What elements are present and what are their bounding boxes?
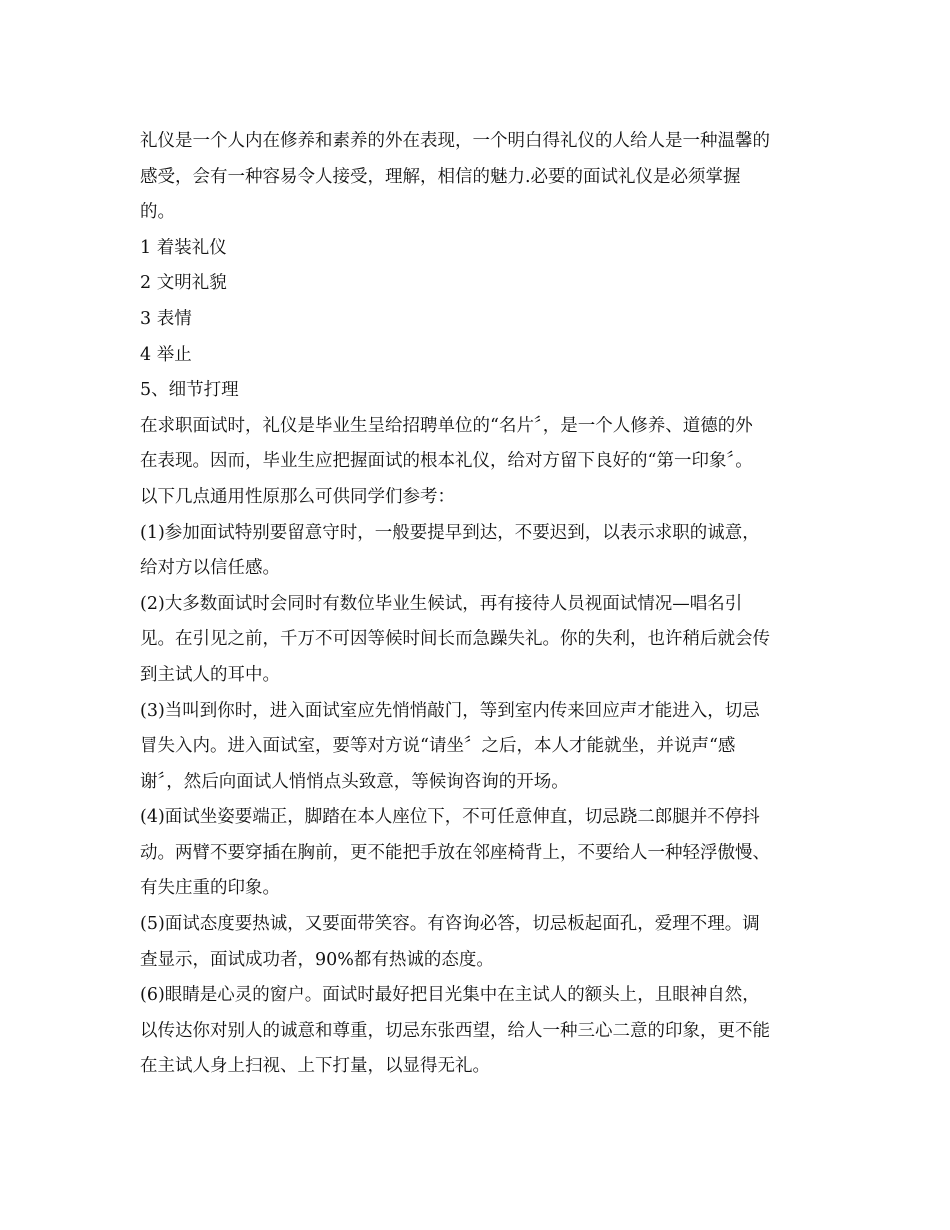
text-line: 以下几点通用性原那么可供同学们参考： <box>140 486 455 507</box>
text-line: 见。在引见之前，千万不可因等候时间长而急躁失礼。你的失利，也许稍后就会传 <box>140 629 770 650</box>
list-item: 4 举止 <box>140 344 192 365</box>
text-line: 到主试人的耳中。 <box>140 664 280 685</box>
text-line: 在表现。因而，毕业生应把握面试的根本礼仪，给对方留下良好的“第一印象〞。 <box>140 451 753 472</box>
document-body <box>140 124 820 1085</box>
list-item: 5、细节打理 <box>140 380 239 401</box>
list-item: 2 文明礼貌 <box>140 273 227 294</box>
text-line: 动。两臂不要穿插在胸前，更不能把手放在邻座椅背上，不要给人一种轻浮傲慢、 <box>140 842 770 863</box>
text-line: 有失庄重的印象。 <box>140 878 280 899</box>
text-line: 冒失入内。进入面试室，要等对方说“请坐〞之后，本人才能就坐，并说声“感 <box>140 736 736 757</box>
text-line: 的。 <box>140 202 175 223</box>
list-item: 1 着装礼仪 <box>140 237 227 258</box>
text-line: 感受，会有一种容易令人接受，理解，相信的魅力.必要的面试礼仪是必须掌握 <box>140 166 741 187</box>
text-line: (1)参加面试特别要留意守时，一般要提早到达，不要迟到，以表示求职的诚意， <box>140 522 760 543</box>
text-line: 谢〞，然后向面试人悄悄点头致意，等候询咨询的开场。 <box>140 771 569 792</box>
text-line: (4)面试坐姿要端正，脚踏在本人座位下，不可任意伸直，切忌跷二郎腿并不停抖 <box>140 807 760 828</box>
text-line: (2)大多数面试时会同时有数位毕业生候试，再有接待人员视面试情况—唱名引 <box>140 593 743 614</box>
text-line: 在求职面试时，礼仪是毕业生呈给招聘单位的“名片〞，是一个人修养、道德的外 <box>140 415 753 436</box>
text-line: 给对方以信任感。 <box>140 558 280 579</box>
text-line: 礼仪是一个人内在修养和素养的外在表现，一个明白得礼仪的人给人是一种温馨的 <box>140 131 770 151</box>
text-line: (3)当叫到你时，进入面试室应先悄悄敲门，等到室内传来回应声才能进入，切忌 <box>140 700 760 721</box>
text-line: 在主试人身上扫视、上下打量，以显得无礼。 <box>140 1056 490 1077</box>
text-line: (5)面试态度要热诚，又要面带笑容。有咨询必答，切忌板起面孔，爱理不理。调 <box>140 914 760 935</box>
text-line: (6)眼睛是心灵的窗户。面试时最好把目光集中在主试人的额头上，且眼神自然， <box>140 985 760 1006</box>
text-line: 查显示，面试成功者，90%都有热诚的态度。 <box>140 949 494 970</box>
text-line: 以传达你对别人的诚意和尊重，切忌东张西望，给人一种三心二意的印象，更不能 <box>140 1020 770 1041</box>
list-item: 3 表情 <box>140 308 192 329</box>
